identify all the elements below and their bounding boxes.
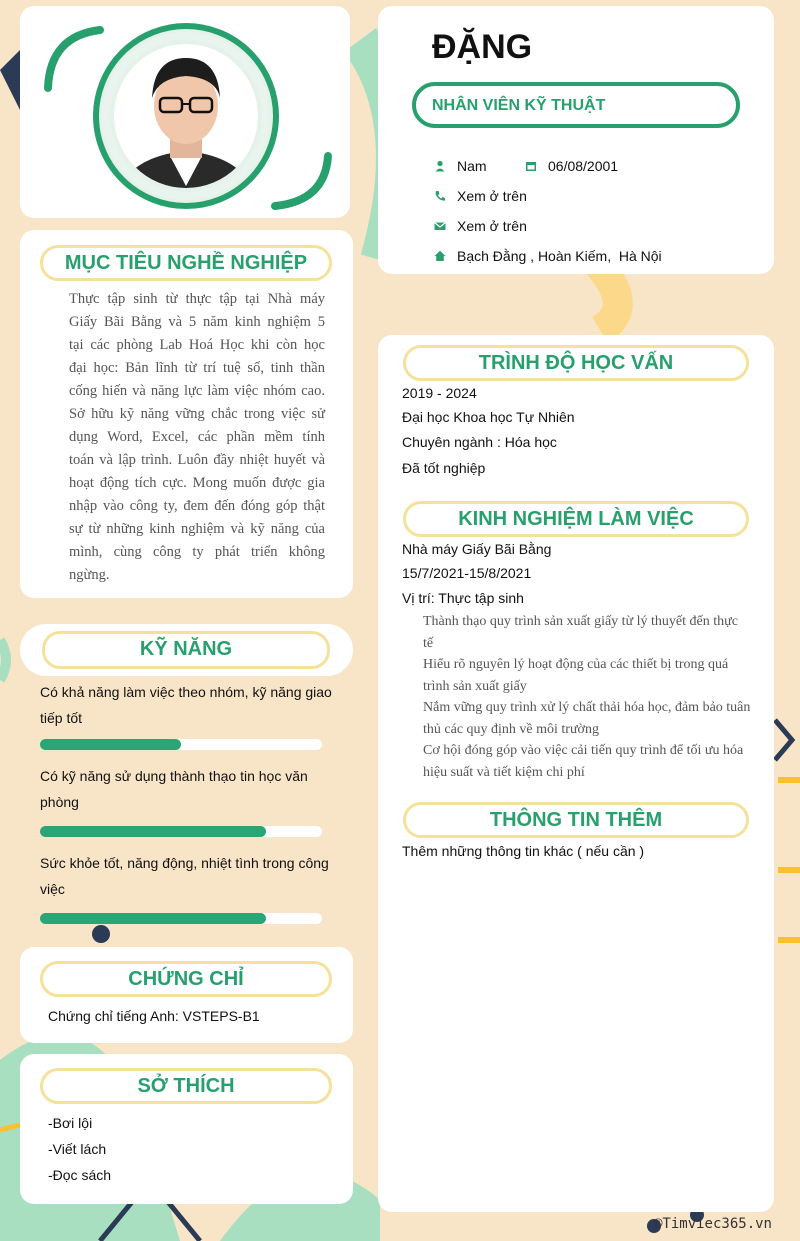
objective-text xyxy=(69,288,325,587)
detail-line: trình sản xuất giấy xyxy=(423,678,527,694)
experience-role: Vị trí: Thực tập sinh xyxy=(402,590,524,606)
email-text: Xem ở trên xyxy=(457,218,527,234)
experience-detail xyxy=(423,611,751,654)
experience-company: Nhà máy Giấy Bãi Bằng xyxy=(402,541,552,557)
hobbies-card xyxy=(20,1054,353,1204)
hobby-item: -Viết lách xyxy=(48,1141,107,1157)
birthday-text: 06/08/2001 xyxy=(548,158,619,174)
detail-line: Hiểu rõ nguyên lý hoạt động của các thiết bị trong quá xyxy=(423,657,729,672)
skill-bar xyxy=(40,739,322,750)
objective-line: dụng Word, Excel, các phần mềm tính xyxy=(69,429,325,445)
mail-icon xyxy=(433,219,447,233)
skill-bar xyxy=(40,913,322,924)
hobbies-title: SỞ THÍCH xyxy=(40,1068,332,1104)
objective-line: cống hiến và năng lực làm việc nhóm cao. xyxy=(69,383,325,399)
skills-title-card xyxy=(20,624,353,676)
skill-bar-fill xyxy=(40,739,181,750)
objective-line: nhập vào công ty, đem đến đóng góp thật xyxy=(69,498,325,514)
objective-line: đại học: Bản lĩnh từ trí tuệ số, tinh thần xyxy=(69,360,325,376)
detail-line: thủ các quy định về môi trường xyxy=(423,721,599,737)
skill-item xyxy=(40,679,332,731)
calendar-icon xyxy=(524,159,538,173)
objective-line: mình, cùng công ty phát triển không xyxy=(69,544,325,560)
education-status: Đã tốt nghiệp xyxy=(402,460,486,476)
skill-bar xyxy=(40,826,322,837)
skill-item xyxy=(40,850,329,902)
objective-line: sự từ những kinh nghiệm và kỹ năng của xyxy=(69,521,325,537)
photo-card xyxy=(20,6,350,218)
skills-title: KỸ NĂNG xyxy=(42,631,330,669)
gender-text: Nam xyxy=(457,158,487,174)
objective-line: ngừng. xyxy=(69,567,110,583)
skill-item xyxy=(40,763,308,815)
skill-text: việc xyxy=(40,881,65,897)
phone-text: Xem ở trên xyxy=(457,188,527,204)
watermark: ©Timviec365.vn xyxy=(653,1216,772,1232)
address-text: Bạch Đằng , Hoàn Kiếm, Hà Nội xyxy=(457,248,662,264)
objective-line: Thực tập sinh từ thực tập tại Nhà máy xyxy=(69,291,325,307)
avatar xyxy=(20,6,350,218)
education-title: TRÌNH ĐỘ HỌC VẤN xyxy=(403,345,749,381)
skill-bar-fill xyxy=(40,913,266,924)
experience-detail xyxy=(423,697,751,740)
detail-line: Thành thạo quy trình sản xuất giấy từ lý thuyết đến thực xyxy=(423,614,738,629)
skill-text: Sức khỏe tốt, năng động, nhiệt tình trong công xyxy=(40,855,329,871)
certificates-title: CHỨNG CHỈ xyxy=(40,961,332,997)
objective-line: Giấy Bãi Bằng và 5 năm kinh nghiệm 5 xyxy=(69,314,325,330)
detail-line: Cơ hội đóng góp vào việc cải tiến quy trình để tối ưu hóa xyxy=(423,743,744,758)
skill-text: Có kỹ năng sử dụng thành thạo tin học văn xyxy=(40,768,308,784)
experience-detail xyxy=(423,654,751,697)
skill-text: phòng xyxy=(40,794,79,810)
education-major: Chuyên ngành : Hóa học xyxy=(402,434,557,450)
hobby-item: -Đọc sách xyxy=(48,1167,112,1183)
skill-bar-fill xyxy=(40,826,266,837)
experience-period: 15/7/2021-15/8/2021 xyxy=(402,565,532,581)
phone-icon xyxy=(433,189,447,203)
header-card xyxy=(378,6,774,274)
certificates-card xyxy=(20,947,353,1043)
objective-title: MỤC TIÊU NGHỀ NGHIỆP xyxy=(40,245,332,281)
objective-line: toán và lập trình. Luôn đầy nhiệt huyết và xyxy=(69,452,325,468)
education-period: 2019 - 2024 xyxy=(402,385,477,401)
skills-list xyxy=(0,676,360,936)
detail-line: hiệu suất và tiết kiệm chi phí xyxy=(423,764,585,780)
certificate-item: Chứng chỉ tiếng Anh: VSTEPS-B1 xyxy=(48,1008,260,1024)
skill-text: Có khả năng làm việc theo nhóm, kỹ năng giao xyxy=(40,684,332,700)
objective-line: hoạt động tích cực. Mong muốn được gia xyxy=(69,475,325,491)
home-icon xyxy=(433,249,447,263)
objective-card xyxy=(20,230,353,598)
detail-line: Nắm vững quy trình xử lý chất thải hóa học, đảm bảo tuân xyxy=(423,700,751,715)
candidate-name: ĐẶNG xyxy=(432,28,533,66)
main-card xyxy=(378,335,774,1212)
detail-line: tế xyxy=(423,635,434,651)
extra-title: THÔNG TIN THÊM xyxy=(403,802,749,838)
job-position-pill xyxy=(412,82,740,128)
education-school: Đại học Khoa học Tự Nhiên xyxy=(402,409,575,425)
hobby-item: -Bơi lội xyxy=(48,1115,93,1131)
job-position: NHÂN VIÊN KỸ THUẬT xyxy=(432,97,606,114)
objective-line: Sở hữu kỹ năng vững chắc trong việc sử xyxy=(69,406,325,422)
user-icon xyxy=(433,159,447,173)
skill-text: tiếp tốt xyxy=(40,710,83,726)
extra-text: Thêm những thông tin khác ( nếu cần ) xyxy=(402,843,645,859)
objective-line: tại các phòng Lab Hoá Học khi còn học xyxy=(69,337,325,353)
experience-detail xyxy=(423,740,751,783)
experience-title: KINH NGHIỆM LÀM VIỆC xyxy=(403,501,749,537)
experience-details xyxy=(423,611,751,783)
